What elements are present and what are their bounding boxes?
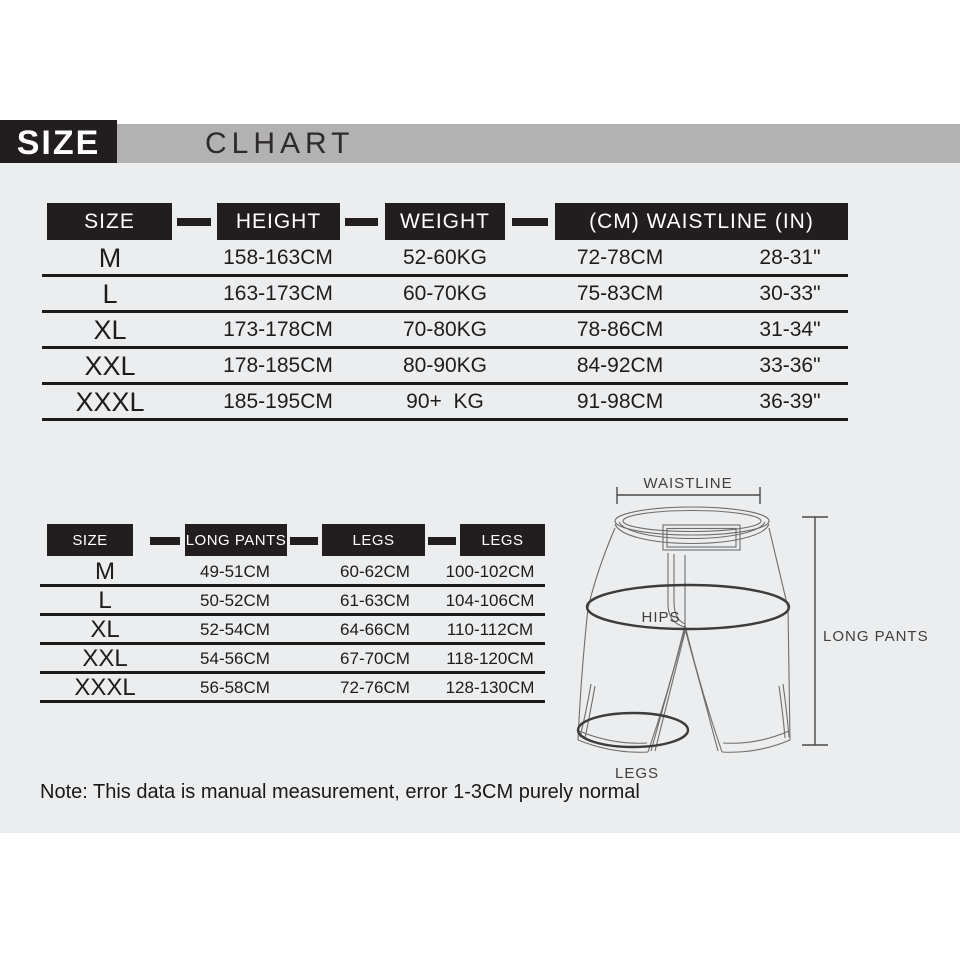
waist-in-value: 30-33" [759, 282, 821, 305]
header-size [47, 524, 133, 556]
size-value: XL [90, 616, 120, 643]
brand-size-block [0, 120, 117, 167]
shorts-left-inseam [648, 625, 685, 752]
page-title-text: CLHART [205, 126, 355, 160]
waist-in-value: 33-36" [759, 354, 821, 377]
waist-cm-value: 75-83CM [576, 282, 664, 305]
header-waistline [555, 203, 848, 240]
table-row [40, 558, 545, 587]
size-value: XXXL [74, 674, 136, 701]
size-value: XXL [84, 351, 136, 381]
height-value: 178-185CM [223, 354, 333, 377]
long-pants-value: 52-54CM [200, 620, 270, 639]
table-row [40, 674, 545, 703]
shorts-left-outer-seam [578, 528, 615, 740]
table-row [42, 349, 848, 385]
brand-size-label: SIZE [16, 124, 101, 162]
left-side-slit [580, 684, 591, 737]
header-legs-2-label: LEGS [481, 531, 524, 549]
weight-value: 60-70KG [402, 282, 488, 305]
header-size-label: SIZE [72, 531, 108, 549]
garment-size-table [40, 524, 545, 706]
header-weight [385, 203, 505, 240]
header-waistline-label: (CM) WAISTLINE (IN) [589, 209, 814, 233]
height-value: 163-173CM [223, 282, 333, 305]
legs2-value: 100-102CM [445, 562, 535, 581]
waistband-outline [615, 507, 769, 535]
hips-measure-ellipse [587, 585, 789, 629]
hips-label: HIPS [641, 609, 681, 626]
header-size [47, 203, 172, 240]
header-size-label: SIZE [84, 209, 135, 233]
waist-cm-value: 78-86CM [576, 318, 664, 341]
waist-in-value: 36-39" [759, 390, 821, 413]
long-pants-value: 54-56CM [200, 649, 270, 668]
title-bar [0, 124, 960, 163]
header-connector [345, 218, 378, 226]
header-legs-label: LEGS [352, 531, 395, 549]
legs-value: 72-76CM [340, 678, 410, 697]
legs-measure-ellipse [578, 713, 688, 747]
long-pants-value: 49-51CM [200, 562, 270, 581]
legs2-value: 128-130CM [445, 678, 535, 697]
header-height-label: HEIGHT [235, 209, 322, 233]
size-value: XXL [82, 645, 128, 672]
measurement-note: Note: This data is manual measurement, error 1-3CM purely normal [40, 781, 640, 803]
size-value: L [102, 279, 118, 309]
weight-value: 52-60KG [402, 246, 488, 269]
waist-cm-value: 84-92CM [576, 354, 664, 377]
size-value: M [98, 243, 122, 273]
header-connector [428, 537, 456, 545]
weight-value: 70-80KG [402, 318, 488, 341]
size-value: XL [93, 315, 127, 345]
header-legs-2 [460, 524, 545, 556]
table-row [40, 616, 545, 645]
weight-value: 90+ KG [406, 390, 484, 413]
legs-value: 67-70CM [340, 649, 410, 668]
size-value: L [98, 587, 112, 614]
table-row [40, 587, 545, 616]
shorts-right-inseam [685, 625, 722, 752]
header-long-pants [185, 524, 287, 556]
table-row [42, 313, 848, 349]
legs-label: LEGS [614, 765, 660, 782]
waistline-label: WAISTLINE [643, 475, 733, 492]
header-long-pants-label: LONG PANTS [185, 531, 287, 549]
legs-value: 60-62CM [340, 562, 410, 581]
long-pants-label: LONG PANTS [823, 628, 929, 645]
right-hem-band [723, 731, 789, 743]
header-connector [177, 218, 211, 226]
waist-in-value: 31-34" [759, 318, 821, 341]
table-row [42, 385, 848, 421]
legs-value: 64-66CM [340, 620, 410, 639]
page-title [205, 124, 354, 163]
weight-value: 80-90KG [402, 354, 488, 377]
table-row [40, 645, 545, 674]
legs2-value: 110-112CM [446, 620, 534, 639]
size-value: M [95, 558, 115, 585]
legs-value: 61-63CM [340, 591, 410, 610]
legs2-value: 104-106CM [445, 591, 535, 610]
height-value: 158-163CM [223, 246, 333, 269]
header-legs [322, 524, 425, 556]
header-height [217, 203, 340, 240]
header-connector [290, 537, 318, 545]
garment-size-rows [40, 558, 545, 703]
waist-cm-value: 91-98CM [576, 390, 664, 413]
table-row [42, 241, 848, 277]
long-pants-value: 50-52CM [200, 591, 270, 610]
body-size-table [42, 203, 848, 458]
shorts-right-hem [722, 740, 790, 752]
waist-in-value: 28-31" [759, 246, 821, 269]
header-weight-label: WEIGHT [400, 209, 490, 233]
shorts-right-outer-seam [769, 528, 790, 740]
height-value: 185-195CM [223, 390, 333, 413]
header-connector [150, 537, 180, 545]
size-value: XXXL [75, 387, 145, 417]
waist-cm-value: 72-78CM [576, 246, 664, 269]
legs2-value: 118-120CM [446, 649, 534, 668]
body-size-rows [42, 241, 848, 421]
table-row [42, 277, 848, 313]
header-connector [512, 218, 548, 226]
shorts-measurement-diagram [575, 458, 960, 788]
height-value: 173-178CM [223, 318, 333, 341]
long-pants-value: 56-58CM [200, 678, 270, 697]
